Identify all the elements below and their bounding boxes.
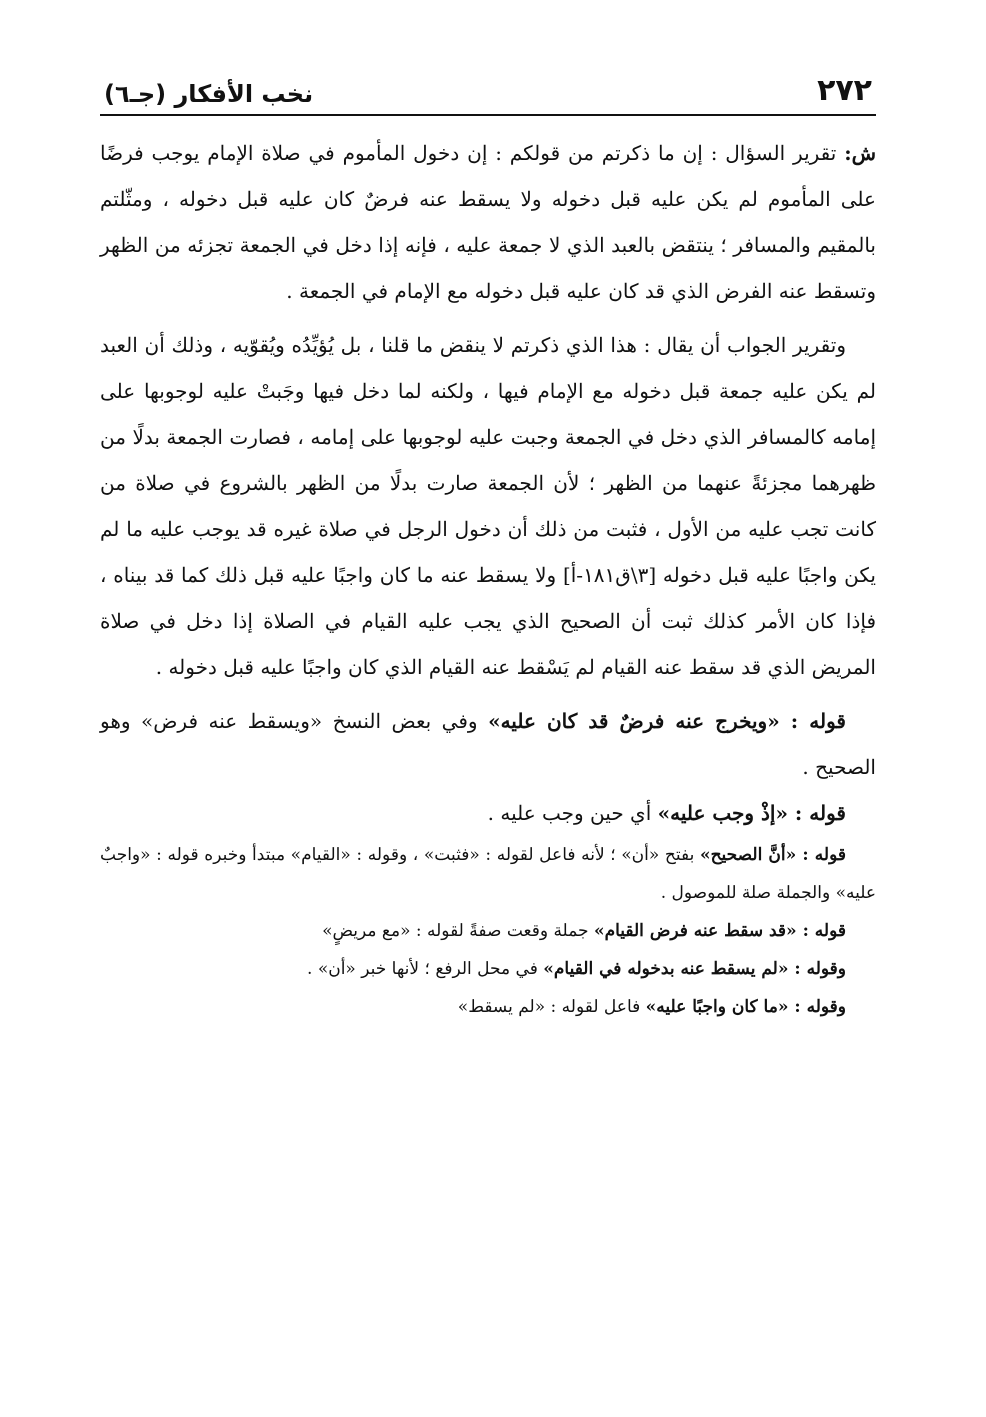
book-page <box>100 60 876 1026</box>
note-1-lead: قوله : «ويخرج عنه فرضٌ قد كان عليه» <box>488 709 846 733</box>
commentary-paragraph <box>100 130 876 314</box>
page-number: ٢٧٢ <box>817 73 872 108</box>
note-4 <box>100 912 876 950</box>
page-body <box>100 130 876 1026</box>
note-3 <box>100 836 876 912</box>
note-6-text: فاعل لقوله : «لم يسقط» <box>457 997 646 1017</box>
note-5 <box>100 950 876 988</box>
note-6-lead: وقوله : «ما كان واجبًا عليه» <box>645 997 846 1017</box>
note-3-text: بفتح «أن» ؛ لأنه فاعل لقوله : «فثبت» ، وقوله : «القيام» مبتدأ وخبره قوله : «واجبٌ عليه» والجملة صلة للموصول . <box>100 845 876 903</box>
commentary-marker: ش: <box>844 141 876 165</box>
page-header <box>100 60 876 116</box>
note-2-text: أي حين وجب عليه . <box>487 801 658 825</box>
note-5-text: في محل الرفع ؛ لأنها خبر «أن» . <box>307 959 544 979</box>
commentary-text: تقرير السؤال : إن ما ذكرتم من قولكم : إن دخول المأموم في صلاة الإمام يوجب فرضًا على المأموم لم يكن عليه قبل دخوله ولا يسقط عنه فرضٌ كان عليه قبل دخوله ، ومثّلتم بالمقيم والمسافر ؛ ينتقض بالعبد الذي لا جمعة عليه ، فإنه إذا دخل في الجمعة تجزئه من الظهر وتسقط عنه الفرض الذي قد كان عليه قبل دخوله مع الإمام في الجمعة . <box>100 141 876 303</box>
note-5-lead: وقوله : «لم يسقط عنه بدخوله في القيام» <box>543 959 846 979</box>
note-4-text: جملة وقعت صفةً لقوله : «مع مريضٍ» <box>322 921 594 941</box>
note-2-lead: قوله : «إذْ وجب عليه» <box>657 801 846 825</box>
book-title: نخب الأفكار (جـ٦) <box>104 80 314 108</box>
note-6 <box>100 988 876 1026</box>
note-3-lead: قوله : «أنَّ الصحيح» <box>699 845 846 865</box>
note-1-text: وفي بعض النسخ «ويسقط عنه فرض» وهو الصحيح . <box>100 709 876 779</box>
note-4-lead: قوله : «قد سقط عنه فرض القيام» <box>593 921 846 941</box>
note-2 <box>100 790 876 836</box>
answer-paragraph: وتقرير الجواب أن يقال : هذا الذي ذكرتم لا ينقض ما قلنا ، بل يُؤيِّدُه ويُقوّيه ، وذلك أن العبد لم يكن عليه جمعة قبل دخوله مع الإمام فيها ، ولكنه لما دخل فيها وجَبتْ عليه لوجوبها على إمامه كالمسافر الذي دخل في الجمعة وجبت عليه لوجوبها على إمامه ، فصارت الجمعة بدلًا من ظهرهما مجزئةً عنهما من الظهر ؛ لأن الجمعة صارت بدلًا من الظهر بالشروع في صلاة من كانت تجب عليه من الأول ، فثبت من ذلك أن دخول الرجل في صلاة غيره قد يوجب عليه ما لم يكن واجبًا عليه قبل دخوله [٣\ق١٨١-أ] ولا يسقط عنه ما كان واجبًا عليه قبل ذلك كما قد بيناه ، فإذا كان الأمر كذلك ثبت أن الصحيح الذي يجب عليه القيام في الصلاة إذا دخل في صلاة المريض الذي قد سقط عنه القيام لم يَسْقط عنه القيام الذي كان واجبًا عليه قبل دخوله . <box>100 333 876 679</box>
note-1 <box>100 698 876 790</box>
notes-section <box>100 698 876 1026</box>
